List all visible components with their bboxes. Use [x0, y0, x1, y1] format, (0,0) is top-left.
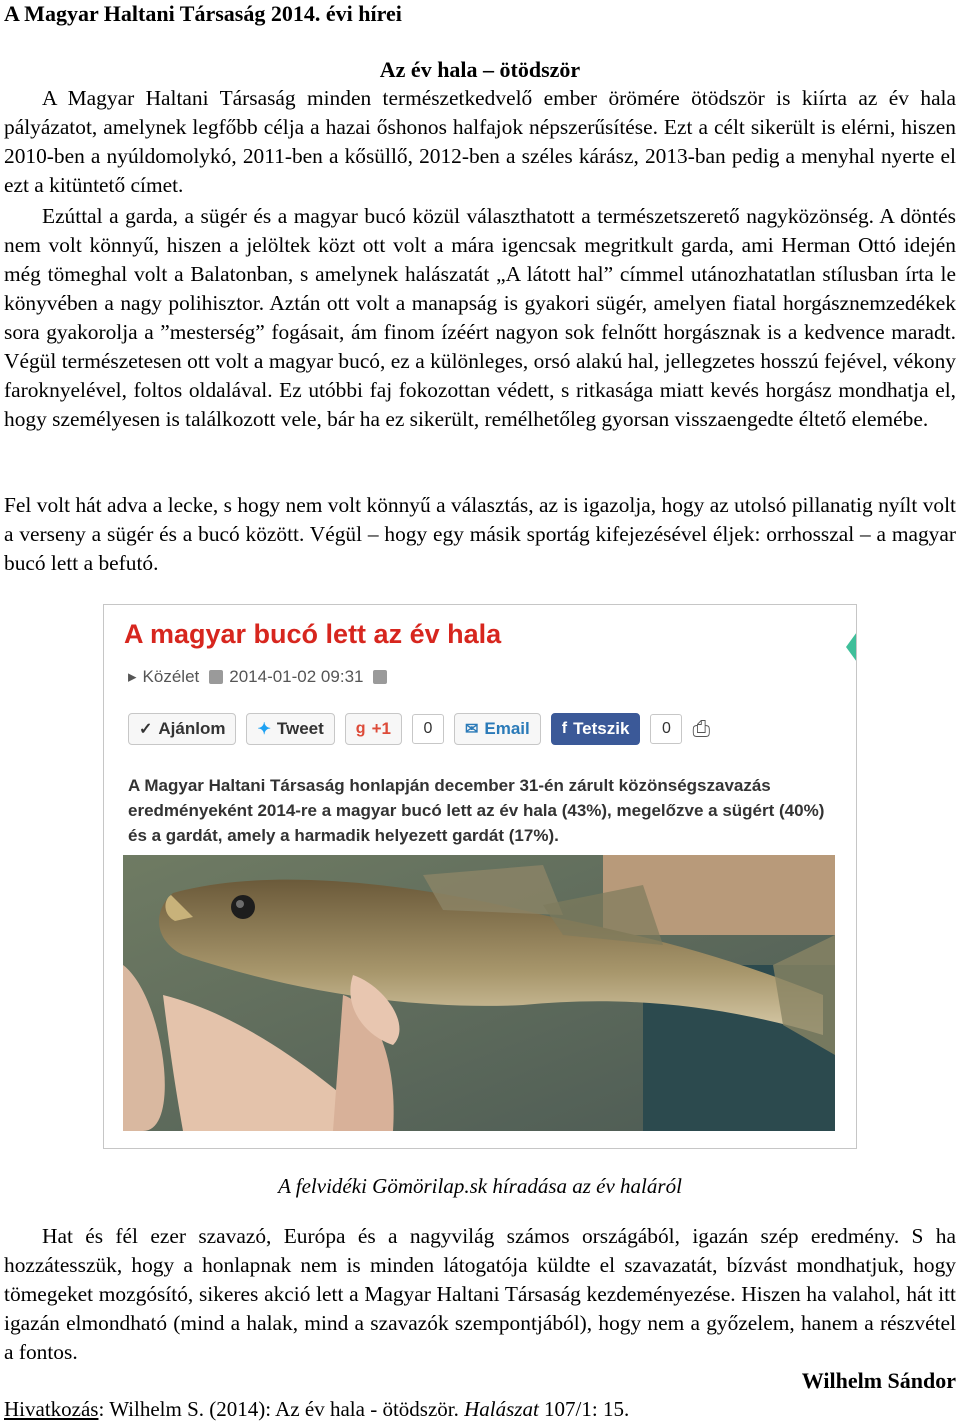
- gplus-label: +1: [371, 719, 391, 738]
- fish-photo: [123, 855, 835, 1131]
- green-ribbon-icon: [846, 625, 857, 669]
- ajanlom-icon: ✓: [139, 721, 153, 738]
- paragraph-candidates: [4, 202, 956, 434]
- paragraph-intro: [4, 84, 956, 200]
- ajanlom-button[interactable]: [128, 713, 236, 745]
- page-title: A Magyar Haltani Társaság 2014. évi hírei: [4, 1, 402, 26]
- facebook-icon: f: [561, 720, 568, 737]
- tweet-button[interactable]: [246, 713, 334, 745]
- share-buttons: [128, 713, 710, 745]
- gplus-button[interactable]: [345, 713, 402, 745]
- gplus-count: 0: [412, 714, 444, 744]
- email-label: Email: [484, 719, 530, 738]
- paragraph-closing-text: Hat és fél ezer szavazó, Európa és a nagyvilág számos országából, igazán szép eredmény. S ha hozzátesszük, hogy a honlapnak nem is minden látogatója küldte el szavazatát, bízvást mondhatjuk, hogy tömegeket mozgósító, sikeres akció lett a Magyar Haltani Társaság kezdeményezése. Hiszen ha valahol, hát itt igazán elmondható (mind a halak, mind a szavazók szempontjából), hogy nem a győzelem, hanem a részvétel a fontos.: [4, 1224, 956, 1364]
- datetime-label: 2014-01-02 09:31: [229, 667, 364, 686]
- datetime: [209, 667, 363, 687]
- tetszik-label: Tetszik: [573, 719, 630, 738]
- section-title: Az év hala – ötödször: [379, 57, 581, 82]
- paragraph-intro-text: A Magyar Haltani Társaság minden természetkedvelő ember örömére ötödször is kiírta az év hala pályázatot, amelynek legfőbb célja a hazai őshonos halfajok népszerűsítése. Ezt a célt sikerült is elérni, hiszen 2010-ben a nyúldomolykó, 2011-ben a kősüllő, 2012-ben a széles kárász, 2013-ban pedig a menyhal nyerte el ezt a kitüntető címet.: [4, 86, 956, 197]
- citation-text-before: : Wilhelm S. (2014): Az év hala - ötödször.: [98, 1397, 465, 1421]
- news-screenshot-figure: [103, 604, 857, 1149]
- ajanlom-label: Ajánlom: [158, 719, 226, 738]
- clock-icon: [209, 670, 223, 684]
- comment-icon[interactable]: [373, 670, 387, 684]
- tetszik-count: 0: [650, 714, 682, 744]
- category-tag[interactable]: [128, 667, 199, 687]
- gplus-icon: g: [355, 720, 366, 737]
- citation-label: Hivatkozás: [4, 1397, 99, 1421]
- email-icon: ✉: [464, 721, 479, 738]
- tweet-label: Tweet: [276, 719, 324, 738]
- citation-journal: Halászat: [464, 1397, 539, 1421]
- figure-caption: A felvidéki Gömörilap.sk híradása az év haláról: [278, 1174, 682, 1198]
- author-signature: Wilhelm Sándor: [801, 1368, 956, 1393]
- category-label: Közélet: [142, 667, 200, 686]
- figure-lead: A Magyar Haltani Társaság honlapján december 31-én zárult közönségszavazás eredményeként 2014-re a magyar bucó lett az év hala (43%), megelőzve a sügért (40%) és a gardát, amely a harmadik helyezett gardát (17%).: [128, 776, 825, 845]
- paragraph-closing: [4, 1222, 956, 1367]
- twitter-bird-icon: ✦: [257, 721, 271, 738]
- paragraph-result-text: Fel volt hát adva a lecke, s hogy nem volt könnyű a választás, az is igazolja, hogy az utolsó pillanatig nyílt volt a verseny a sügér és a bucó között. Végül – hogy egy másik sportág kifejezésével éljek: orrhosszal – a magyar bucó lett a befutó.: [4, 493, 956, 575]
- email-button[interactable]: [454, 713, 541, 745]
- citation: [4, 1397, 629, 1422]
- print-icon[interactable]: ⎙: [692, 716, 711, 741]
- paragraph-candidates-text: Ezúttal a garda, a sügér és a magyar bucó közül választhatott a természetszerető nagyközönség. A döntés nem volt könnyű, hiszen a jelöltek közt ott volt a mára igencsak megritkult garda, ami Herman Ottó idején még tömeghal volt a Balatonban, s amelynek halászatát „A látott hal” címmel utánozhatatlan stílusban írta le könyvében a nagy polihisztor. Aztán ott volt a manapság is gyakori sügér, amelyen fiatal horgásznemzedékek sora gyakorolja a ”mesterség” fogásait, ám finom ízéért nagyon sok felnőtt horgásznak is a kedvence maradt. Végül természetesen ott volt a magyar bucó, ez a különleges, orsó alakú hal, jellegzetes hosszú fejével, vékony faroknyelével, foltos oldalával. Ez utóbbi faj fokozottan védett, s ritkasága miatt kevés horgász mondhatja el, hogy személyesen is találkozott vele, bár ha ez sikerült, remélhetőleg gyorsan visszaengedte éltető elemébe.: [4, 204, 956, 431]
- citation-text-after: 107/1: 15.: [538, 1397, 630, 1421]
- tag-icon: ▸: [128, 667, 137, 686]
- tetszik-button[interactable]: [551, 713, 641, 745]
- paragraph-result: [4, 491, 956, 578]
- article-meta: [128, 667, 387, 687]
- figure-headline: A magyar bucó lett az év hala: [124, 619, 502, 649]
